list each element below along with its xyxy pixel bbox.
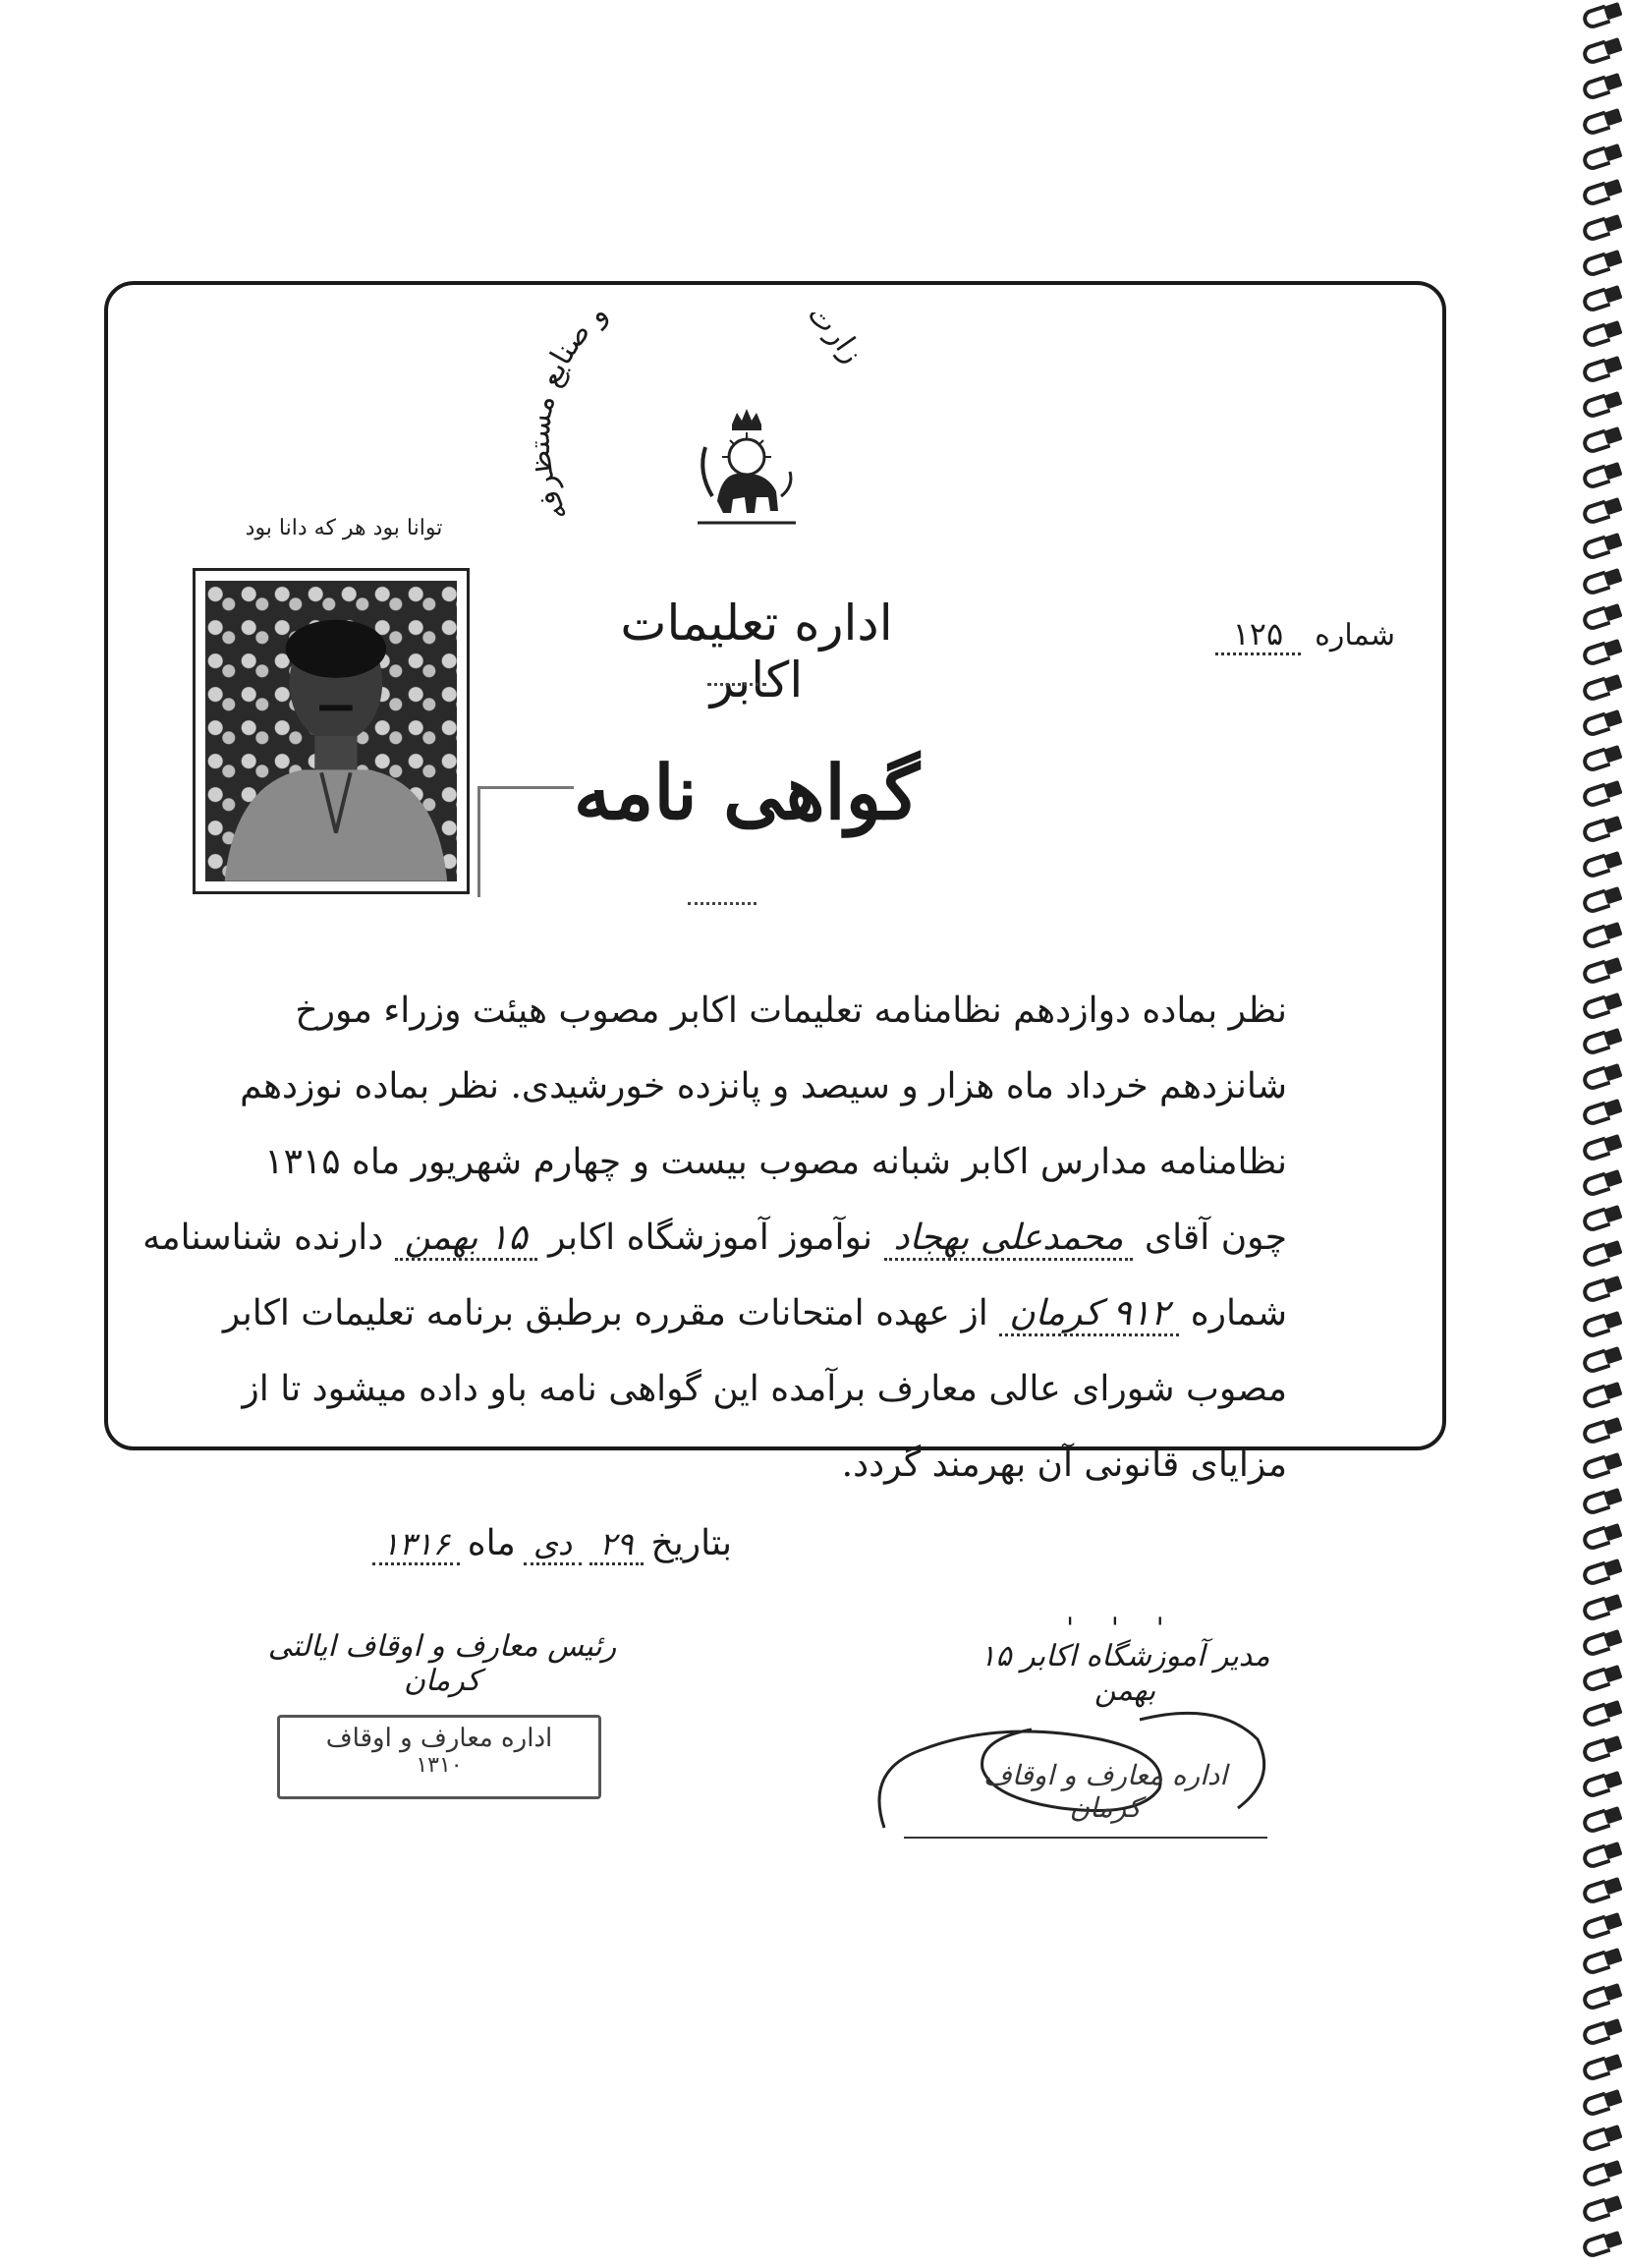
binding-ring <box>1581 1808 1611 1835</box>
binding-ring <box>1581 747 1611 773</box>
right-stamp-text: اداره معارف و اوقاف کرمان <box>982 1759 1228 1824</box>
binding-ring <box>1581 1030 1611 1056</box>
body-line: نظر بماده دوازدهم نظامنامه تعلیمات اکابر مصوب هیئت وزراء مورخ <box>295 991 1287 1031</box>
binding-ring <box>1581 535 1611 561</box>
lion-and-sun-emblem-icon <box>688 403 806 531</box>
left-stamp-text: اداره معارف و اوقاف <box>325 1724 553 1753</box>
binding-ring <box>1581 110 1611 137</box>
binding-ring <box>1581 1702 1611 1729</box>
recipient-name: محمدعلی بهجاد <box>884 1218 1134 1261</box>
left-signatory-title: رئیس معارف و اوقاف ایالتی کرمان <box>267 1629 617 1698</box>
binding-ring <box>1581 322 1611 349</box>
body-line <box>177 1276 1287 1351</box>
certificate-number <box>1012 615 1395 655</box>
binding-ring <box>1581 1560 1611 1587</box>
binding-ring <box>1581 1171 1611 1198</box>
binding-ring <box>1581 1242 1611 1269</box>
body-fragment: چون آقای <box>1144 1218 1287 1258</box>
binding-ring <box>1581 39 1611 66</box>
binding-ring <box>1581 1773 1611 1799</box>
binding-ring <box>1581 464 1611 490</box>
binding-ring <box>1581 711 1611 738</box>
ministry-name: زارت و صنایع ه <box>535 312 869 519</box>
binding-ring <box>1581 181 1611 207</box>
body-line: شانزدهم خرداد ماه هزار و سیصد و پانزده خورشیدی. نظر بماده نوزدهم <box>240 1066 1287 1106</box>
binding-ring <box>1581 1950 1611 1976</box>
binding-ring <box>1581 1596 1611 1622</box>
binding-ring <box>1581 1843 1611 1870</box>
date-year: ۱۳۱۶ <box>372 1525 460 1565</box>
binding-ring <box>1581 216 1611 243</box>
portrait-photo <box>193 568 470 894</box>
binding-ring <box>1581 782 1611 809</box>
binding-ring <box>1581 252 1611 278</box>
binding-ring <box>1581 1737 1611 1764</box>
binding-ring <box>1581 499 1611 526</box>
body-fragment: از عهده امتحانات مقرره برطبق برنامه تعلیمات اکابر <box>222 1293 988 1333</box>
binding-ring <box>1581 1065 1611 1092</box>
binding-ring <box>1581 145 1611 172</box>
binding-ring <box>1581 994 1611 1021</box>
divider <box>688 902 757 905</box>
binding-ring <box>1581 4 1611 30</box>
binding-ring <box>1581 2233 1611 2259</box>
binding-ring <box>1581 358 1611 384</box>
divider <box>707 683 766 686</box>
motto: توانا بود هر که دانا بود <box>245 516 443 540</box>
body-fragment: نوآموز آموزشگاه اکابر <box>548 1218 873 1258</box>
certificate-body <box>142 973 1287 1503</box>
binding-ring <box>1581 2162 1611 2188</box>
binding-ring <box>1581 393 1611 420</box>
number-label: شماره <box>1315 618 1395 652</box>
binding-ring <box>1581 1490 1611 1516</box>
date-month: دی <box>524 1525 582 1565</box>
body-line: مزایای قانونی آن بهرمند گردد. <box>841 1445 1287 1485</box>
date-day: ۲۹ <box>589 1525 643 1565</box>
binding-ring <box>1581 570 1611 596</box>
right-signatory-title: مدیر آموزشگاه اکابر ۱۵ بهمن <box>980 1639 1270 1708</box>
body-line: نظامنامه مدارس اکابر شبانه مصوب بیست و چهارم شهریور ماه ۱۳۱۵ <box>264 1142 1287 1182</box>
binding-ring <box>1581 1207 1611 1233</box>
binding-ring <box>1581 2020 1611 2047</box>
binding-ring <box>1581 1348 1611 1375</box>
binding-ring <box>1581 75 1611 101</box>
binding-ring <box>1581 853 1611 879</box>
body-line <box>142 1200 1287 1276</box>
binding-ring <box>1581 2197 1611 2224</box>
binding-ring <box>1581 1525 1611 1552</box>
binding-ring <box>1581 641 1611 667</box>
binding-ring <box>1581 2091 1611 2118</box>
binding-ring <box>1581 888 1611 915</box>
binding-ring <box>1581 1313 1611 1339</box>
binding-ring <box>1581 2126 1611 2153</box>
binding-ring <box>1581 959 1611 986</box>
month-label: ماه <box>467 1523 516 1563</box>
binding-ring <box>1581 1277 1611 1304</box>
binding-ring <box>1581 1454 1611 1481</box>
issue-date <box>221 1523 732 1565</box>
binding-ring <box>1581 287 1611 313</box>
binding-ring <box>1581 2056 1611 2082</box>
number-value: ۱۲۵ <box>1215 615 1302 655</box>
id-number: ۹۱۲ کرمان <box>999 1293 1179 1336</box>
spiral-binding <box>1508 0 1626 2268</box>
binding-ring <box>1581 1667 1611 1693</box>
binding-ring <box>1581 1914 1611 1941</box>
body-line: مصوب شورای عالی معارف برآمده این گواهی نامه باو داده میشود تا از <box>242 1369 1287 1409</box>
binding-ring <box>1581 1384 1611 1410</box>
document-title: گواهی نامه <box>573 749 921 836</box>
office-name: اداره تعلیمات اکابر <box>620 595 893 709</box>
binding-ring <box>1581 1879 1611 1905</box>
binding-ring <box>1581 605 1611 632</box>
binding-ring <box>1581 818 1611 844</box>
binding-ring <box>1581 428 1611 455</box>
school-name: ۱۵ بهمن <box>395 1218 537 1261</box>
binding-ring <box>1581 676 1611 703</box>
binding-ring <box>1581 1101 1611 1127</box>
binding-ring <box>1581 924 1611 950</box>
binding-ring <box>1581 1136 1611 1162</box>
body-fragment: شماره <box>1190 1293 1287 1333</box>
left-stamp <box>277 1715 601 1799</box>
body-fragment: دارنده شناسنامه <box>142 1218 384 1258</box>
binding-ring <box>1581 1985 1611 2012</box>
date-label: بتاریخ <box>650 1523 732 1563</box>
binding-ring <box>1581 1419 1611 1446</box>
ink-marks: ' ' ' <box>1066 1612 1178 1646</box>
left-stamp-year: ۱۳۱۰ <box>416 1753 463 1778</box>
binding-ring <box>1581 1631 1611 1658</box>
